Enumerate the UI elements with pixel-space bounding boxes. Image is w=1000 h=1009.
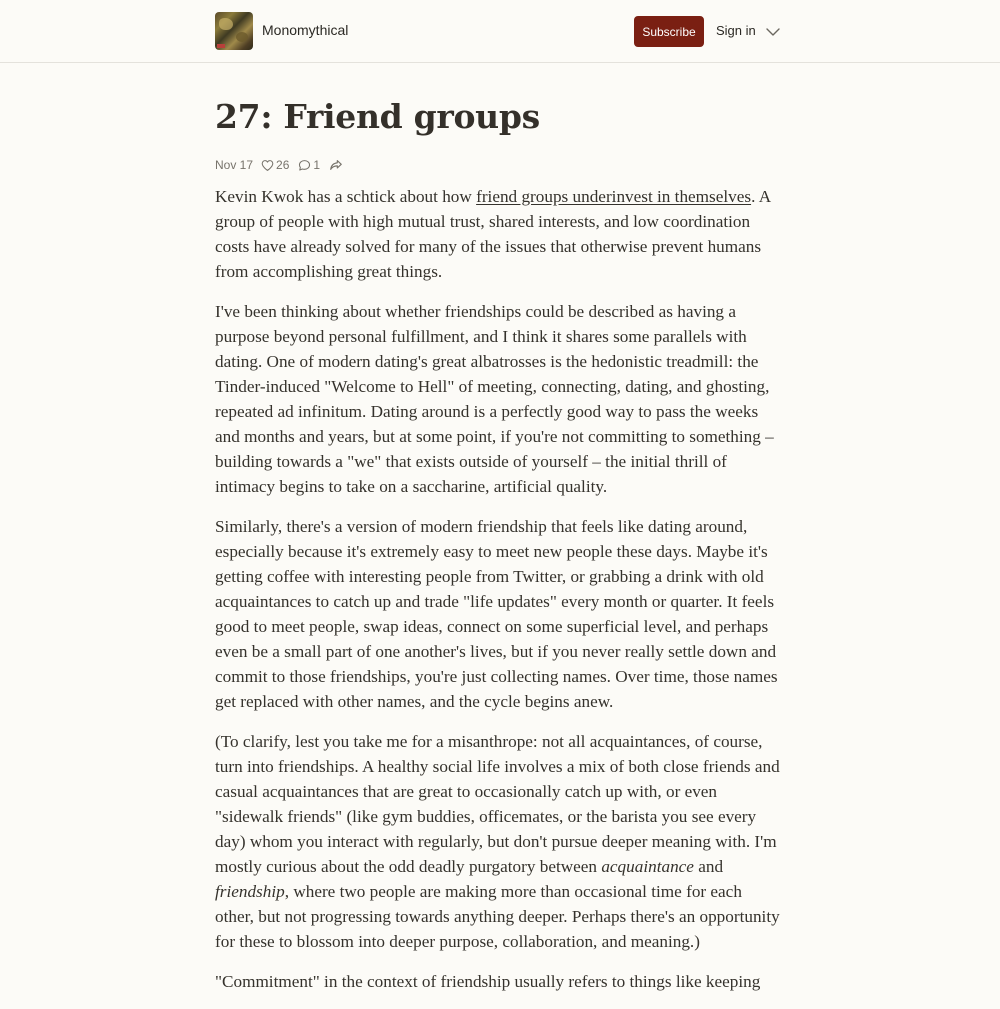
publication-logo[interactable] bbox=[215, 12, 253, 50]
paragraph bbox=[215, 729, 785, 954]
paragraph-text: (To clarify, lest you take me for a misanthrope: not all acquaintances, of course, turn into friendships. A healthy social life involves a mix of both close friends and casual acquaintances that are great to occasionally catch up with, or even "sidewalk friends" (like gym buddies, officemates, or the barista you see every day) whom you interact with regularly, but don't pursue deeper meaning with. I'm mostly curious about the odd deadly purgatory between bbox=[215, 732, 780, 876]
share-button[interactable] bbox=[329, 158, 345, 172]
emphasis-friendship: friendship bbox=[215, 882, 285, 901]
post-date: Nov 17 bbox=[215, 158, 254, 172]
comment-icon bbox=[298, 159, 311, 172]
like-count: 26 bbox=[276, 158, 290, 172]
heart-icon bbox=[261, 159, 274, 172]
paragraph-text: Kevin Kwok has a schtick about how bbox=[215, 187, 477, 206]
post-body bbox=[215, 184, 785, 994]
post-title: 27: Friend groups bbox=[215, 97, 540, 136]
like-button[interactable] bbox=[261, 158, 289, 172]
paragraph-text: . A group of people with high mutual trust, shared interests, and low coordination costs have already solved for many of the issues that otherwise prevent humans from accomplishing great things. bbox=[215, 187, 771, 281]
sign-in-link[interactable]: Sign in bbox=[716, 23, 756, 38]
share-icon bbox=[329, 158, 343, 172]
friend-groups-link[interactable]: friend groups underinvest in themselves bbox=[476, 187, 752, 206]
paragraph bbox=[215, 184, 785, 284]
publication-name[interactable]: Monomythical bbox=[262, 22, 349, 38]
paragraph-text: and bbox=[693, 857, 724, 876]
paragraph-text: , where two people are making more than occasional time for each other, but not progressing towards anything deeper. Perhaps there's an opportunity for these to blossom into deeper purpose, collaboration, and meaning.) bbox=[215, 882, 780, 951]
comment-button[interactable] bbox=[298, 158, 320, 172]
chevron-down-icon[interactable] bbox=[765, 24, 781, 40]
paragraph: Similarly, there's a version of modern friendship that feels like dating around, especially because it's extremely easy to meet new people these days. Maybe it's getting coffee with interesting people from Twitter, or grabbing a drink with old acquaintances to catch up and trade "life updates" every month or quarter. It feels good to meet people, swap ideas, connect on some superficial level, and perhaps even be a small part of one another's lives, but if you never really settle down and commit to those friendships, you're just collecting names. Over time, those names get replaced with other names, and the cycle begins anew. bbox=[215, 517, 778, 711]
top-navigation-bar bbox=[0, 0, 1000, 63]
post-article bbox=[215, 95, 785, 1009]
paragraph: I've been thinking about whether friendships could be described as having a purpose beyond personal fulfillment, and I think it shares some parallels with dating. One of modern dating's great albatrosses is the hedonistic treadmill: the Tinder-induced "Welcome to Hell" of meeting, connecting, dating, and ghosting, repeated ad infinitum. Dating around is a perfectly good way to pass the weeks and months and years, but at some point, if you're not committing to something – building towards a "we" that exists outside of yourself – the initial thrill of intimacy begins to take on a saccharine, artificial quality. bbox=[215, 302, 774, 496]
subscribe-button[interactable]: Subscribe bbox=[634, 16, 704, 47]
comment-count: 1 bbox=[313, 158, 321, 172]
emphasis-acquaintance: acquaintance bbox=[601, 857, 694, 876]
logo-accent bbox=[217, 44, 225, 48]
post-meta bbox=[215, 155, 785, 175]
paragraph: "Commitment" in the context of friendship usually refers to things like keeping bbox=[215, 972, 761, 991]
